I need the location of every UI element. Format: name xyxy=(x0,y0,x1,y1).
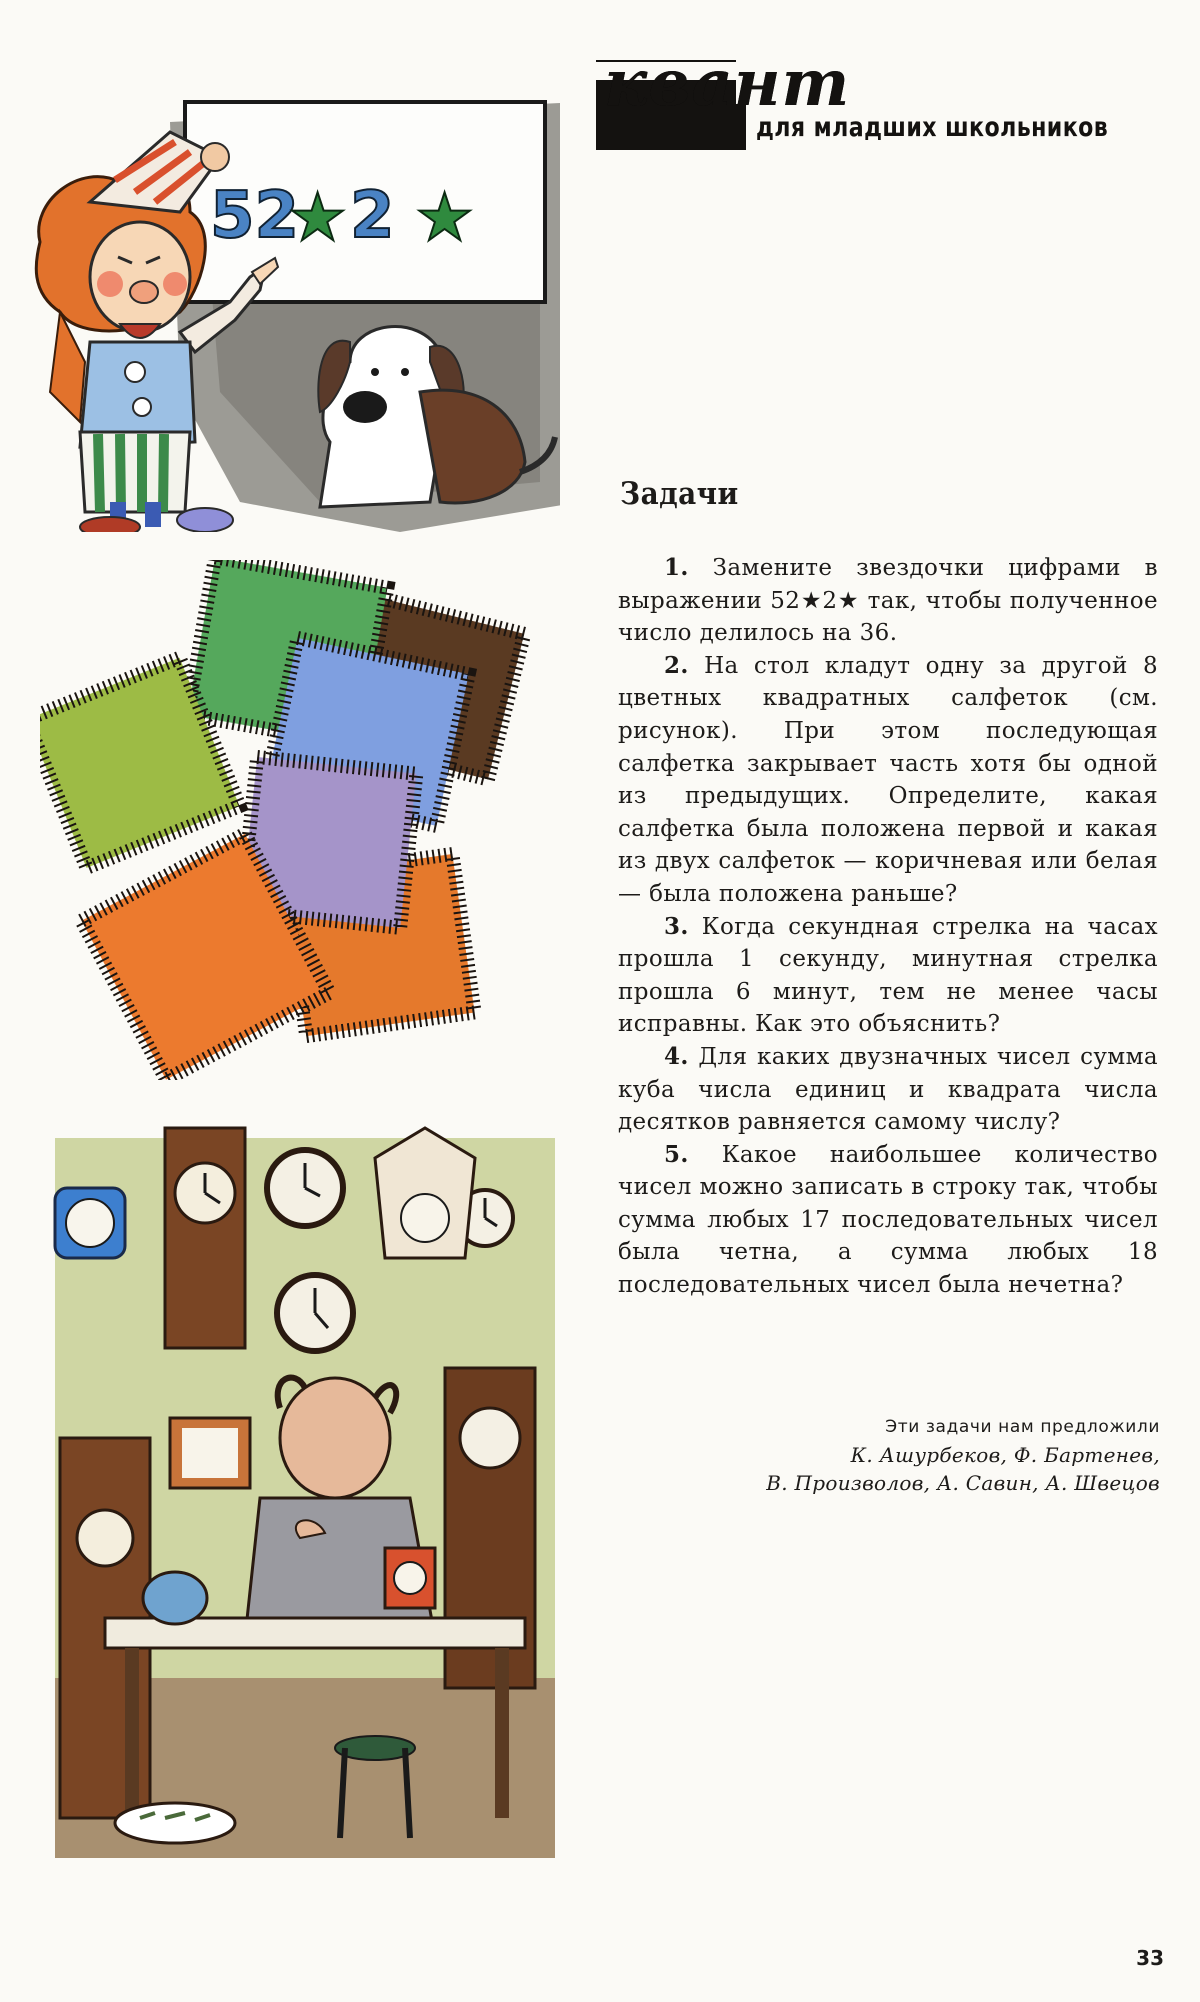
problem-text: так, чтобы полученное число делилось на 36. xyxy=(618,587,1158,647)
page-number: 33 xyxy=(1136,1946,1164,1970)
credits-lead: Эти задачи нам предложили xyxy=(885,1417,1160,1437)
problem-list xyxy=(618,552,1158,1302)
credits-authors-line-2: В. Произволов, А. Савин, А. Швецов xyxy=(766,1471,1160,1495)
clown-dog-drawing xyxy=(20,62,560,532)
clockmaker-drawing xyxy=(45,1118,565,1863)
problem-number: 3. xyxy=(664,912,689,940)
section-title: Задачи xyxy=(620,476,739,512)
problem-2 xyxy=(618,650,1158,911)
problem-number: 5. xyxy=(664,1140,689,1168)
problem-5 xyxy=(618,1139,1158,1302)
problem-3 xyxy=(618,911,1158,1041)
illustration-clockmaker xyxy=(45,1118,565,1863)
problem-4 xyxy=(618,1041,1158,1139)
sign-star-1: ★ xyxy=(288,179,348,256)
problem-number: 1. xyxy=(664,554,689,581)
problem-number: 4. xyxy=(664,1042,689,1070)
sign-middle: 2 xyxy=(350,179,395,253)
credits-authors-line-1: К. Ашурбеков, Ф. Бартенев, xyxy=(850,1443,1160,1467)
problem-number: 2. xyxy=(664,651,689,679)
problem-text: Когда секундная стрелка на часах прошла 1 секунду, минутная стрелка прошла 6 минут, тем не менее часы исправны. Как это объяснить? xyxy=(618,913,1158,1038)
problem-text: На стол кладут одну за другой 8 цветных квадратных салфеток (см. рисунок). При этом последующая салфетка закрывает часть хотя бы одной из предыдущих. Определите, какая салфетка была положена первой и какая из двух салфеток — коричневая или белая — была положена раньше? xyxy=(618,652,1158,907)
problem-text: Для каких двузначных чисел сумма куба числа единиц и квадрата числа десятков равняется самому числу? xyxy=(618,1043,1158,1136)
illustration-clown-dog xyxy=(20,62,560,532)
masthead xyxy=(596,46,1156,162)
masthead-brand: квант xyxy=(604,46,851,121)
problem-text: Замените звездочки цифрами в выражении xyxy=(618,555,1158,614)
sign-star-2: ★ xyxy=(415,179,475,256)
illustration-napkins xyxy=(40,560,560,1080)
problem-expression: 52★2★ xyxy=(770,587,860,614)
masthead-subtitle: для младших школьников xyxy=(756,112,1109,143)
credits xyxy=(618,1413,1160,1497)
problem-1 xyxy=(618,552,1158,650)
sign-prefix: 52 xyxy=(210,179,300,253)
problem-text: Какое наибольшее количество чисел можно записать в строку так, чтобы сумма любых 17 последовательных чисел была четна, а сумма любых 18 последовательных чисел была нечетна? xyxy=(618,1141,1158,1299)
napkins-drawing xyxy=(40,560,560,1080)
